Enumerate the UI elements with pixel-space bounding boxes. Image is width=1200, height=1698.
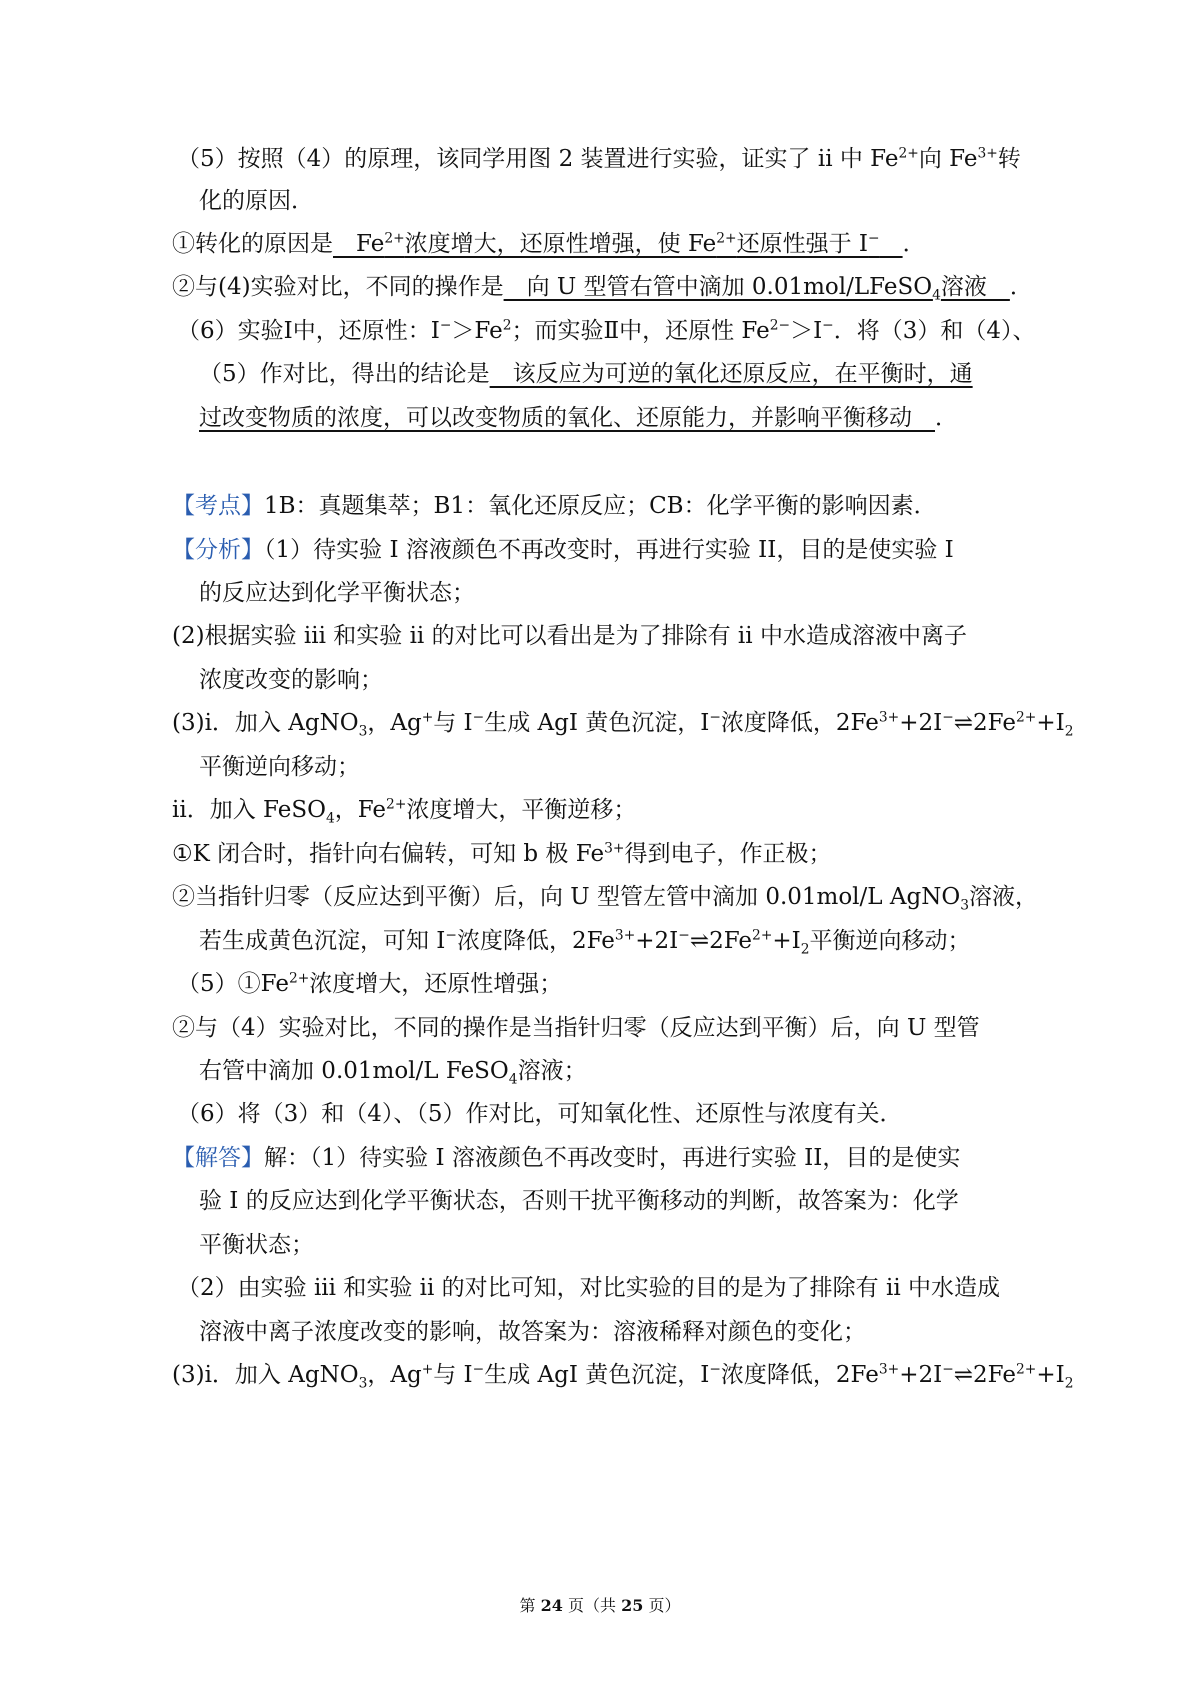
fenxi-line-2: 的反应达到化学平衡状态；	[199, 580, 475, 606]
fenxi-line-14: （6）将（3）和（4）、（5）作对比，可知氧化性、还原性与浓度有关．	[177, 1101, 903, 1127]
q6-line-1: （6）实验Ⅰ中，还原性：$I^->Fe^2$；而实验Ⅱ中，还原性 $Fe^{2-}>I^-$．将（3）和（4）、	[177, 317, 1036, 344]
jieda-line-4: （2）由实验 iii 和实验 ii 的对比可知，对比实验的目的是为了排除有 ii 中水造成	[177, 1275, 1000, 1301]
jieda-line-1: 【解答】解：（1）待实验 I 溶液颜色不再改变时，再进行实验 II，目的是使实	[172, 1145, 961, 1171]
q5-intro-text-2: 向 Fe	[918, 146, 978, 172]
fenxi-line-4: 浓度改变的影响；	[199, 667, 383, 693]
kaodian-tag: 【考点】	[172, 493, 264, 519]
q6-answer-part-2: 过改变物质的浓度，可以改变物质的氧化、还原能力，并影响平衡移动	[199, 405, 935, 431]
q5-2-line	[172, 272, 1033, 302]
fenxi-line-1: 【分析】（1）待实验 I 溶液颜色不再改变时，再进行实验 II，目的是使实验 I	[172, 537, 954, 563]
fenxi-line-6: 平衡逆向移动；	[199, 754, 360, 780]
q5-1-line	[172, 229, 926, 259]
q5-intro-line	[177, 144, 1021, 174]
fenxi-line-5: (3)i．加入 AgNO$_3$，Ag+与 I−生成 AgI 黄色沉淀，I−浓度降低，$2Fe^{3+}+2I^-\rightleftharpoons 2Fe^{2+}+I_2$	[172, 709, 1074, 740]
jieda-tag: 【解答】	[172, 1145, 264, 1171]
period: ．	[1009, 274, 1033, 300]
fenxi-line-10: 若生成黄色沉淀，可知 I−浓度降低，$2Fe^{3+}+2I^-\rightleftharpoons 2Fe^{2+}+I_2$平衡逆向移动；	[199, 927, 971, 958]
q5-intro-cont	[199, 186, 314, 216]
jieda-line-3: 平衡状态；	[199, 1232, 314, 1258]
fenxi-line-12: ②与（4）实验对比，不同的操作是当指针归零（反应达到平衡）后，向 U 型管	[172, 1015, 980, 1041]
fenxi-line-7: ii．加入 FeSO$_4$，$Fe^{2+}$浓度增大，平衡逆移；	[172, 796, 637, 827]
page-number: 24	[540, 1596, 563, 1615]
q5-1-prefix: ①转化的原因是	[172, 231, 333, 257]
superscript: 3+	[977, 145, 998, 162]
fenxi-line-8: ①K 闭合时，指针向右偏转，可知 b 极 $Fe^{3+}$得到电子，作正极；	[172, 840, 832, 867]
q6-line-3: 过改变物质的浓度，可以改变物质的氧化、还原能力，并影响平衡移动 ．	[199, 405, 958, 431]
q5-1-answer: $Fe^{2+}$浓度增大，还原性增强，使 $Fe^{2+}$还原性强于 I−	[333, 230, 880, 257]
superscript: 2+	[898, 145, 919, 162]
q6-line-2: （5）作对比，得出的结论是 该反应为可逆的氧化还原反应，在平衡时，通	[199, 361, 973, 387]
q5-2-prefix: ②与(4)实验对比，不同的操作是	[172, 274, 504, 300]
fenxi-line-13: 右管中滴加 0.01mol/L FeSO$_4$溶液；	[199, 1058, 587, 1088]
kaodian-line	[172, 491, 937, 521]
fenxi-line-9: ②当指针归零（反应达到平衡）后，向 U 型管左管中滴加 0.01mol/L AgNO$_3$溶液，	[172, 884, 1038, 914]
fenxi-line-11: $(5)①Fe^{2+}$浓度增大，还原性增强；	[177, 970, 563, 997]
fenxi-tag: 【分析】	[172, 537, 264, 563]
fenxi-line-3: (2)根据实验 iii 和实验 ii 的对比可以看出是为了排除有 ii 中水造成溶液中离子	[172, 623, 967, 649]
page-footer: 第 24 页（共 25 页）	[519, 1596, 681, 1615]
total-pages: 25	[621, 1596, 644, 1615]
q5-intro-text-3: 转	[997, 146, 1021, 172]
q5-2-answer: 向 U 型管右管中滴加 0.01mol/LFeSO$_4$溶液	[503, 274, 1010, 304]
jieda-line-6: (3)i．加入 AgNO$_3$，Ag+与 I−生成 AgI 黄色沉淀，I−浓度降低，$2Fe^{3+}+2I^-\rightleftharpoons 2Fe^{2+}+I_2$	[172, 1361, 1074, 1392]
jieda-line-2: 验 I 的反应达到化学平衡状态，否则干扰平衡移动的判断，故答案为：化学	[199, 1188, 959, 1214]
q5-intro-cont-text: 化的原因．	[199, 188, 314, 214]
jieda-line-5: 溶液中离子浓度改变的影响，故答案为：溶液稀释对颜色的变化；	[199, 1319, 866, 1345]
kaodian-text: 1B：真题集萃；B1：氧化还原反应；CB：化学平衡的影响因素．	[264, 493, 937, 519]
q5-intro-text: （5）按照（4）的原理，该同学用图 2 装置进行实验，证实了 ii 中 Fe	[177, 146, 899, 172]
period: ．	[902, 231, 926, 257]
q6-answer-part-1: 该反应为可逆的氧化还原反应，在平衡时，通	[489, 361, 973, 387]
